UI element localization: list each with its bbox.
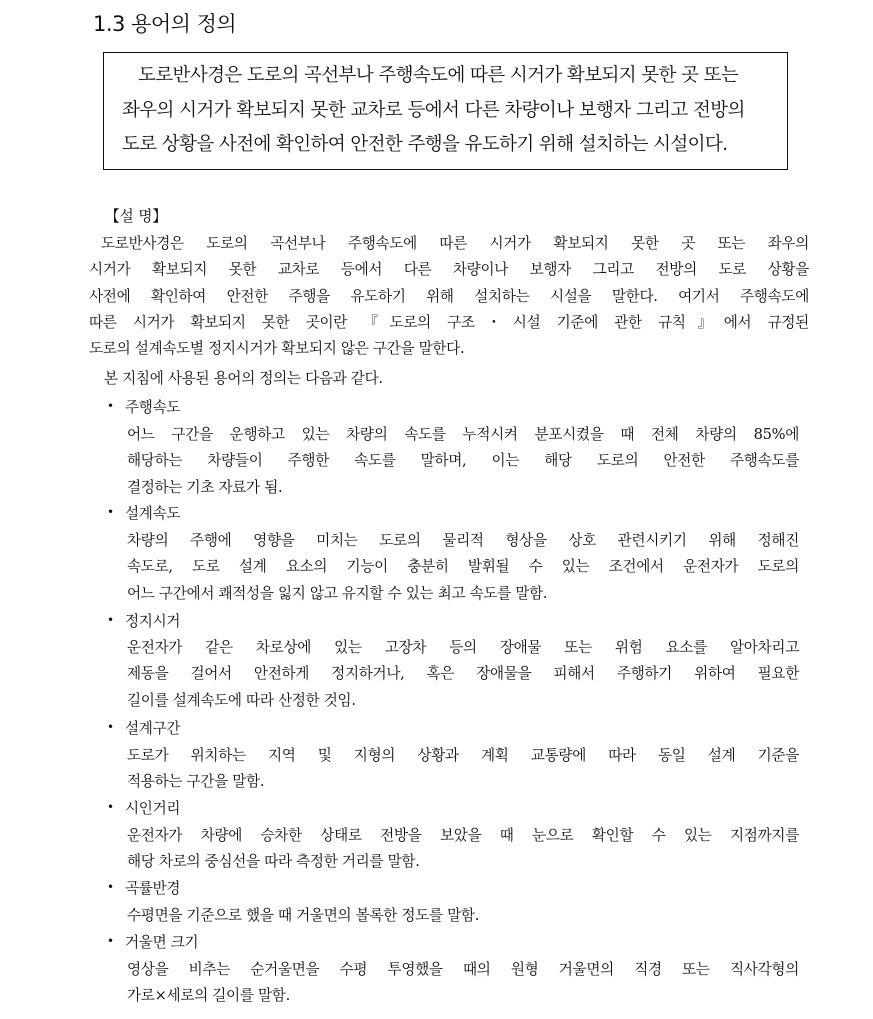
term-description-line: 운전자가 차량에 승차한 상태로 전방을 보았을 때 눈으로 확인할 수 있는 지점까지를 <box>127 827 799 844</box>
section-heading: 1.3 용어의 정의 <box>93 12 237 36</box>
term-name: 주행속도 <box>125 399 181 416</box>
explanation-line: 시거가 확보되지 못한 교차로 등에서 다른 차량이나 보행자 그리고 전방의 도로 상황을 <box>89 261 809 279</box>
term-description <box>127 823 799 876</box>
term-description-line: 가로×세로의 길이를 말함. <box>127 987 290 1005</box>
term-description-line: 해당 차로의 중심선을 따라 측정한 거리를 말함. <box>127 853 420 871</box>
term-description <box>127 635 799 714</box>
explanation-line: 도로의 설계속도별 정지시거가 확보되지 않은 구간을 말한다. <box>89 340 465 358</box>
term-description-line: 속도로, 도로 설계 요소의 기능이 충분히 발휘될 수 있는 조건에서 운전자가 도로의 <box>127 558 799 576</box>
term-description-line: 결정하는 기초 자료가 됨. <box>127 478 283 496</box>
bullet-icon: • <box>107 880 114 894</box>
bullet-icon: • <box>107 399 114 413</box>
terms-intro: 본 지침에 사용된 용어의 정의는 다음과 같다. <box>104 370 383 387</box>
term-description-line: 차량의 주행에 영향을 미치는 도로의 물리적 형상을 상호 관련시키기 위해 정해진 <box>127 532 799 549</box>
term-heading <box>107 797 180 818</box>
term-heading <box>107 396 180 417</box>
term-description-line: 제동을 걸어서 안전하게 정지하거나, 혹은 장애물을 피해서 주행하기 위하여 필요한 <box>127 665 799 683</box>
term-name: 정지시거 <box>125 613 181 630</box>
term-description-line: 수평면을 기준으로 했을 때 거울면의 볼록한 정도를 말함. <box>127 907 480 924</box>
term-name: 시인거리 <box>125 800 181 817</box>
term-heading <box>107 877 180 898</box>
term-description-line: 해당하는 차량들이 주행한 속도를 말하며, 이는 해당 도로의 안전한 주행속도를 <box>127 452 799 470</box>
term-description <box>127 422 799 501</box>
term-heading <box>107 610 180 631</box>
definition-box <box>103 52 788 170</box>
bullet-icon: • <box>107 613 114 627</box>
term-description-line: 어느 구간에서 쾌적성을 잃지 않고 유지할 수 있는 최고 속도를 말함. <box>127 584 548 602</box>
term-description-line: 적용하는 구간을 말함. <box>127 773 265 791</box>
term-name: 설계구간 <box>125 720 181 737</box>
explanation-line: 도로반사경은 도로의 곡선부나 주행속도에 따른 시거가 확보되지 못한 곳 또는 좌우의 <box>101 235 809 252</box>
term-description-line: 도로가 위치하는 지역 및 지형의 상황과 계획 교통량에 따라 동일 설계 기준을 <box>127 747 799 764</box>
term-description <box>127 743 799 796</box>
term-description-line: 운전자가 같은 차로상에 있는 고장차 등의 장애물 또는 위험 요소를 알아차리고 <box>127 639 799 656</box>
term-name: 곡률반경 <box>125 880 181 897</box>
term-description <box>127 528 799 607</box>
term-heading <box>107 502 180 523</box>
term-description <box>127 957 799 1010</box>
term-description-line: 어느 구간을 운행하고 있는 차량의 속도를 누적시켜 분포시켰을 때 전체 차량의 85%에 <box>127 426 799 443</box>
explanation-line: 따른 시거가 확보되지 못한 곳이란 『도로의 구조・시설 기준에 관한 규칙』에서 규정된 <box>89 313 809 331</box>
bullet-icon: • <box>107 934 114 948</box>
term-description <box>127 903 799 929</box>
definition-line: 도로반사경은 도로의 곡선부나 주행속도에 따른 시거가 확보되지 못한 곳 또는 <box>138 65 739 86</box>
bullet-icon: • <box>107 505 114 519</box>
explanation-line: 사전에 확인하여 안전한 주행을 유도하기 위해 설치하는 시설을 말한다. 여기서 주행속도에 <box>89 287 809 305</box>
term-heading <box>107 717 180 738</box>
term-description-line: 영상을 비추는 순거울면을 수평 투영했을 때의 원형 거울면의 직경 또는 직사각형의 <box>127 961 799 978</box>
term-heading <box>107 931 198 952</box>
term-name: 설계속도 <box>125 505 181 522</box>
definition-line: 좌우의 시거가 확보되지 못한 교차로 등에서 다른 차량이나 보행자 그리고 전방의 <box>122 99 745 121</box>
bullet-icon: • <box>107 800 114 814</box>
explanation-paragraph <box>89 231 809 362</box>
explanation-label: 【설 명】 <box>105 208 168 225</box>
term-description-line: 길이를 설계속도에 따라 산정한 것임. <box>127 691 356 709</box>
term-name: 거울면 크기 <box>125 934 199 951</box>
bullet-icon: • <box>107 720 114 734</box>
definition-line: 도로 상황을 사전에 확인하여 안전한 주행을 유도하기 위해 설치하는 시설이다. <box>122 134 728 155</box>
